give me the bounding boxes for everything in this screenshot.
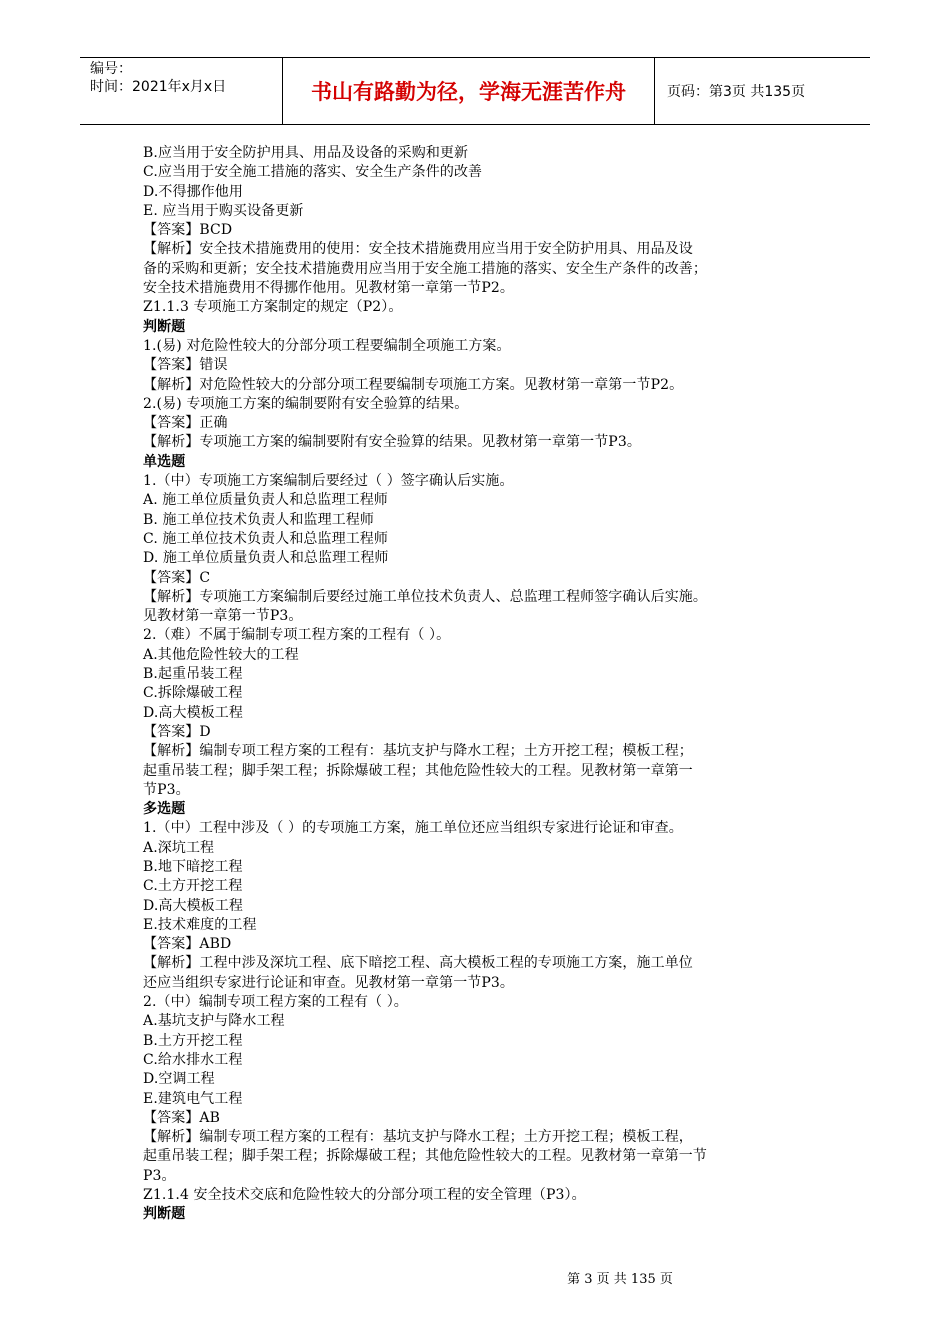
text-line: B. 施工单位技术负责人和监理工程师 xyxy=(143,511,374,528)
header-motto: 书山有路勤为径，学海无涯苦作舟 xyxy=(283,58,655,124)
text-line: C.土方开挖工程 xyxy=(143,878,243,895)
text-line: 【解析】工程中涉及深坑工程、底下暗挖工程、高大模板工程的专项施工方案，施工单位 xyxy=(143,955,693,972)
text-line: D.不得挪作他用 xyxy=(143,183,243,200)
page-header xyxy=(80,57,870,125)
text-line: 【答案】BCD xyxy=(143,222,233,239)
text-line: 【解析】安全技术措施费用的使用：安全技术措施费用应当用于安全防护用具、用品及设 xyxy=(143,241,693,258)
serial-label: 编号： xyxy=(90,61,132,77)
text-line: Z1.1.4 安全技术交底和危险性较大的分部分项工程的安全管理（P3）。 xyxy=(143,1187,586,1204)
text-line: D.空调工程 xyxy=(143,1071,215,1088)
text-line: 2.（难）不属于编制专项工程方案的工程有（ ）。 xyxy=(143,627,451,644)
text-line: 【解析】编制专项工程方案的工程有：基坑支护与降水工程；土方开挖工程；模板工程； xyxy=(143,743,693,760)
text-line: C.应当用于安全施工措施的落实、安全生产条件的改善 xyxy=(143,164,483,181)
text-line: P3。 xyxy=(143,1167,176,1184)
text-line: 见教材第一章第一节P3。 xyxy=(143,608,303,625)
date-label: 时间：2021年x月x日 xyxy=(90,79,227,95)
text-line: D.高大模板工程 xyxy=(143,704,243,721)
text-line: 1.（中）专项施工方案编制后要经过（ ）签字确认后实施。 xyxy=(143,473,514,490)
header-page-info: 页码：第3页 共135页 xyxy=(667,84,806,100)
text-line: 【答案】错误 xyxy=(143,357,228,374)
text-line: D.高大模板工程 xyxy=(143,897,243,914)
text-line: 【答案】正确 xyxy=(143,415,228,432)
text-line: A. 施工单位质量负责人和总监理工程师 xyxy=(143,492,388,509)
section-heading: 判断题 xyxy=(143,1206,186,1223)
text-line: 【答案】ABD xyxy=(143,936,232,953)
text-line: C.给水排水工程 xyxy=(143,1051,243,1068)
text-line: D. 施工单位质量负责人和总监理工程师 xyxy=(143,550,389,567)
text-line: 备的采购和更新；安全技术措施费用应当用于安全施工措施的落实、安全生产条件的改善； xyxy=(143,260,707,277)
header-meta xyxy=(80,58,283,124)
text-line: E. 应当用于购买设备更新 xyxy=(143,202,304,219)
text-line: 节P3。 xyxy=(143,781,190,798)
text-line: 【答案】C xyxy=(143,569,211,586)
text-line: B.土方开挖工程 xyxy=(143,1032,243,1049)
section-heading: 多选题 xyxy=(143,801,186,818)
text-line: 1.(易) 对危险性较大的分部分项工程要编制全项施工方案。 xyxy=(143,337,511,354)
text-line: E.技术难度的工程 xyxy=(143,916,257,933)
text-line: 【解析】对危险性较大的分部分项工程要编制专项施工方案。见教材第一章第一节P2。 xyxy=(143,376,684,393)
text-line: 【解析】专项施工方案的编制要附有安全验算的结果。见教材第一章第一节P3。 xyxy=(143,434,641,451)
section-heading: 判断题 xyxy=(143,318,186,335)
text-line: A.基坑支护与降水工程 xyxy=(143,1013,285,1030)
text-line: 安全技术措施费用不得挪作他用。见教材第一章第一节P2。 xyxy=(143,280,515,297)
document-body xyxy=(143,144,813,1225)
text-line: 【解析】专项施工方案编制后要经过施工单位技术负责人、总监理工程师签字确认后实施。 xyxy=(143,588,707,605)
text-line: 2.(易) 专项施工方案的编制要附有安全验算的结果。 xyxy=(143,395,469,412)
text-line: C.拆除爆破工程 xyxy=(143,685,243,702)
text-line: C. 施工单位技术负责人和总监理工程师 xyxy=(143,530,389,547)
text-line: B.地下暗挖工程 xyxy=(143,858,243,875)
page-footer: 第 3 页 共 135 页 xyxy=(567,1272,673,1287)
text-line: E.建筑电气工程 xyxy=(143,1090,243,1107)
text-line: 【答案】D xyxy=(143,723,211,740)
text-line: A.深坑工程 xyxy=(143,839,215,856)
text-line: A.其他危险性较大的工程 xyxy=(143,646,299,663)
text-line: 【答案】AB xyxy=(143,1109,220,1126)
text-line: 1.（中）工程中涉及（ ）的专项施工方案，施工单位还应当组织专家进行论证和审查。 xyxy=(143,820,683,837)
text-line: Z1.1.3 专项施工方案制定的规定（P2）。 xyxy=(143,299,403,316)
text-line: B.起重吊装工程 xyxy=(143,666,243,683)
text-line: 起重吊装工程；脚手架工程；拆除爆破工程；其他危险性较大的工程。见教材第一章第一 xyxy=(143,762,693,779)
text-line: B.应当用于安全防护用具、用品及设备的采购和更新 xyxy=(143,145,469,161)
section-heading: 单选题 xyxy=(143,453,186,470)
text-line: 2.（中）编制专项工程方案的工程有（ ）。 xyxy=(143,994,408,1011)
text-line: 还应当组织专家进行论证和审查。见教材第一章第一节P3。 xyxy=(143,974,515,991)
text-line: 【解析】编制专项工程方案的工程有：基坑支护与降水工程；土方开挖工程；模板工程， xyxy=(143,1129,693,1146)
text-line: 起重吊装工程；脚手架工程；拆除爆破工程；其他危险性较大的工程。见教材第一章第一节 xyxy=(143,1148,707,1165)
